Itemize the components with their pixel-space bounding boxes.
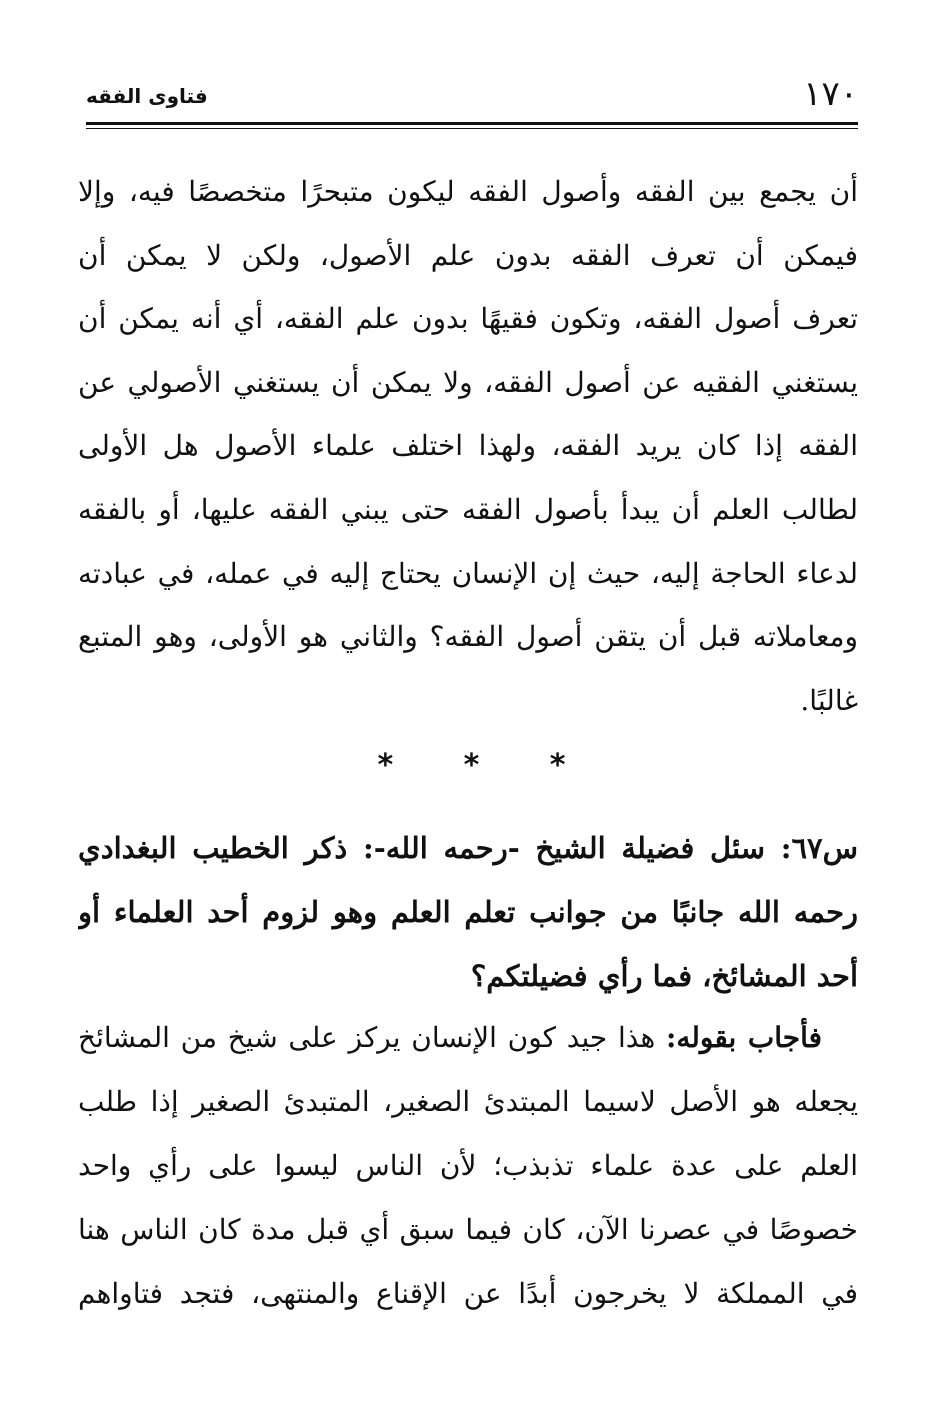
asterisk-mark: * [463, 748, 480, 783]
text-line: لدعاء الحاجة إليه، حيث إن الإنسان يحتاج إليه في عمله، في عبادته [78, 556, 858, 590]
text-line: لطالب العلم أن يبدأ بأصول الفقه حتى يبني الفقه عليها، أو بالفقه [78, 492, 858, 526]
page-number: ١٧٠ [803, 74, 858, 114]
asterisk-mark: * [377, 748, 394, 783]
text-line: أن يجمع بين الفقه وأصول الفقه ليكون متبحرًا متخصصًا فيه، وإلا [78, 175, 858, 208]
question-line: أحد المشائخ، فما رأي فضيلتكم؟ [470, 959, 858, 993]
question-line: س٦٧: سئل فضيلة الشيخ -رحمه الله-: ذكر الخطيب البغدادي [78, 831, 858, 865]
header-rule-thin [86, 128, 858, 129]
text-line: تعرف أصول الفقه، وتكون فقيهًا بدون علم الفقه، أي أنه يمكن أن [78, 302, 858, 336]
text-line: فيمكن أن تعرف الفقه بدون علم الأصول، ولكن لا يمكن أن [78, 238, 858, 272]
answer-line: العلم على عدة علماء تذبذب؛ لأن الناس ليسوا على رأي واحد [78, 1149, 858, 1182]
answer-block [78, 1006, 858, 1326]
question-block [78, 816, 858, 1008]
header-rule-thick [86, 122, 858, 125]
question-line: رحمه الله جانبًا من جوانب تعلم العلم وهو لزوم أحد العلماء أو [78, 895, 858, 929]
answer-line: يجعله هو الأصل لاسيما المبتدئ الصغير، المتبدئ الصغير إذا طلب [78, 1085, 858, 1118]
answer-line-first [78, 1006, 858, 1070]
answer-line: خصوصًا في عصرنا الآن، كان فيما سبق أي قبل مدة كان الناس هنا [78, 1213, 858, 1246]
text-line: يستغني الفقيه عن أصول الفقه، ولا يمكن أن يستغني الأصولي عن [78, 365, 858, 399]
paragraph-continued [78, 160, 858, 732]
answer-lead: فأجاب بقوله: [665, 1021, 823, 1054]
running-title: فتاوى الفقه [86, 84, 208, 108]
asterisk-mark: * [549, 748, 566, 783]
answer-line: في المملكة لا يخرجون أبدًا عن الإقناع والمنتهى، فتجد فتاواهم [78, 1277, 858, 1310]
section-separator [300, 748, 643, 783]
text-line: الفقه إذا كان يريد الفقه، ولهذا اختلف علماء الأصول هل الأولى [78, 429, 858, 463]
text-line: ومعاملاته قبل أن يتقن أصول الفقه؟ والثاني هو الأولى، وهو المتبع [78, 620, 858, 654]
answer-text: هذا جيد كون الإنسان يركز على شيخ من المشائخ [78, 1021, 656, 1054]
text-line: غالبًا. [800, 683, 858, 717]
